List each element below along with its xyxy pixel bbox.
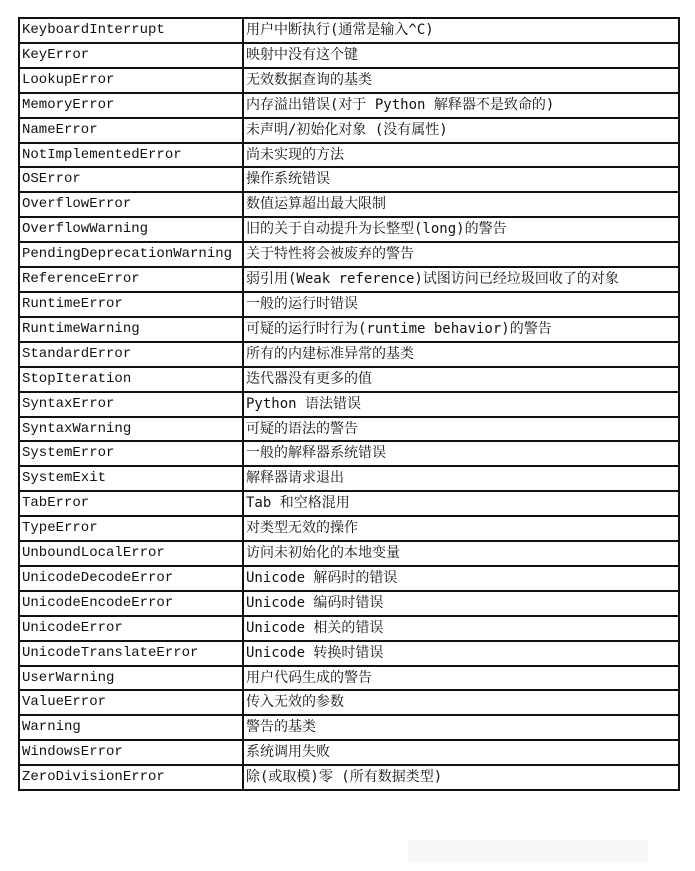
exception-name: ZeroDivisionError bbox=[19, 765, 243, 790]
exception-description: 弱引用(Weak reference)试图访问已经垃圾回收了的对象 bbox=[243, 267, 679, 292]
exception-description: 解释器请求退出 bbox=[243, 466, 679, 491]
table-row bbox=[19, 93, 679, 118]
exception-description: 映射中没有这个键 bbox=[243, 43, 679, 68]
exception-description: 用户代码生成的警告 bbox=[243, 666, 679, 691]
exception-description: 所有的内建标准异常的基类 bbox=[243, 342, 679, 367]
exception-name: TabError bbox=[19, 491, 243, 516]
exception-description: Tab 和空格混用 bbox=[243, 491, 679, 516]
exception-name: NotImplementedError bbox=[19, 143, 243, 168]
table-row bbox=[19, 317, 679, 342]
exception-name: StopIteration bbox=[19, 367, 243, 392]
table-row bbox=[19, 541, 679, 566]
table-row bbox=[19, 192, 679, 217]
exception-table bbox=[18, 17, 680, 791]
exception-description: 访问未初始化的本地变量 bbox=[243, 541, 679, 566]
exception-description: 操作系统错误 bbox=[243, 167, 679, 192]
exception-description: 旧的关于自动提升为长整型(long)的警告 bbox=[243, 217, 679, 242]
table-row bbox=[19, 466, 679, 491]
exception-name: KeyError bbox=[19, 43, 243, 68]
exception-name: SyntaxWarning bbox=[19, 417, 243, 442]
table-row bbox=[19, 616, 679, 641]
exception-name: TypeError bbox=[19, 516, 243, 541]
exception-table-container bbox=[18, 17, 680, 791]
exception-description: 一般的解释器系统错误 bbox=[243, 441, 679, 466]
exception-description: Unicode 解码时的错误 bbox=[243, 566, 679, 591]
table-row bbox=[19, 591, 679, 616]
exception-description: 可疑的运行时行为(runtime behavior)的警告 bbox=[243, 317, 679, 342]
exception-name: ValueError bbox=[19, 690, 243, 715]
exception-description: 未声明/初始化对象 (没有属性) bbox=[243, 118, 679, 143]
exception-description: 系统调用失败 bbox=[243, 740, 679, 765]
table-row bbox=[19, 715, 679, 740]
table-row bbox=[19, 342, 679, 367]
exception-name: LookupError bbox=[19, 68, 243, 93]
watermark-overlay bbox=[408, 840, 648, 862]
exception-name: RuntimeError bbox=[19, 292, 243, 317]
exception-description: 警告的基类 bbox=[243, 715, 679, 740]
exception-name: StandardError bbox=[19, 342, 243, 367]
table-row bbox=[19, 690, 679, 715]
exception-description: 内存溢出错误(对于 Python 解释器不是致命的) bbox=[243, 93, 679, 118]
table-row bbox=[19, 217, 679, 242]
exception-description: 除(或取模)零 (所有数据类型) bbox=[243, 765, 679, 790]
exception-description: 可疑的语法的警告 bbox=[243, 417, 679, 442]
exception-name: WindowsError bbox=[19, 740, 243, 765]
exception-name: OverflowWarning bbox=[19, 217, 243, 242]
exception-name: OSError bbox=[19, 167, 243, 192]
exception-description: 关于特性将会被废弃的警告 bbox=[243, 242, 679, 267]
exception-name: PendingDeprecationWarning bbox=[19, 242, 243, 267]
exception-name: SystemExit bbox=[19, 466, 243, 491]
table-row bbox=[19, 118, 679, 143]
exception-name: UnicodeDecodeError bbox=[19, 566, 243, 591]
exception-description: 迭代器没有更多的值 bbox=[243, 367, 679, 392]
exception-description: 传入无效的参数 bbox=[243, 690, 679, 715]
table-row bbox=[19, 392, 679, 417]
table-row bbox=[19, 242, 679, 267]
table-row bbox=[19, 43, 679, 68]
exception-name: UserWarning bbox=[19, 666, 243, 691]
table-row bbox=[19, 143, 679, 168]
exception-name: NameError bbox=[19, 118, 243, 143]
exception-description: 一般的运行时错误 bbox=[243, 292, 679, 317]
exception-name: SystemError bbox=[19, 441, 243, 466]
exception-name: Warning bbox=[19, 715, 243, 740]
exception-name: UnboundLocalError bbox=[19, 541, 243, 566]
table-row bbox=[19, 417, 679, 442]
table-row bbox=[19, 267, 679, 292]
table-row bbox=[19, 666, 679, 691]
exception-description: 尚未实现的方法 bbox=[243, 143, 679, 168]
exception-name: ReferenceError bbox=[19, 267, 243, 292]
table-row bbox=[19, 566, 679, 591]
exception-name: UnicodeEncodeError bbox=[19, 591, 243, 616]
exception-table-body bbox=[19, 18, 679, 790]
table-row bbox=[19, 167, 679, 192]
table-row bbox=[19, 740, 679, 765]
table-row bbox=[19, 491, 679, 516]
table-row bbox=[19, 18, 679, 43]
exception-description: Unicode 转换时错误 bbox=[243, 641, 679, 666]
table-row bbox=[19, 765, 679, 790]
exception-description: Python 语法错误 bbox=[243, 392, 679, 417]
table-row bbox=[19, 68, 679, 93]
exception-name: UnicodeError bbox=[19, 616, 243, 641]
table-row bbox=[19, 441, 679, 466]
table-row bbox=[19, 367, 679, 392]
table-row bbox=[19, 641, 679, 666]
exception-name: SyntaxError bbox=[19, 392, 243, 417]
exception-description: 用户中断执行(通常是输入^C) bbox=[243, 18, 679, 43]
exception-name: OverflowError bbox=[19, 192, 243, 217]
exception-description: 对类型无效的操作 bbox=[243, 516, 679, 541]
exception-name: KeyboardInterrupt bbox=[19, 18, 243, 43]
exception-name: RuntimeWarning bbox=[19, 317, 243, 342]
table-row bbox=[19, 516, 679, 541]
exception-description: 数值运算超出最大限制 bbox=[243, 192, 679, 217]
exception-description: Unicode 相关的错误 bbox=[243, 616, 679, 641]
table-row bbox=[19, 292, 679, 317]
exception-description: 无效数据查询的基类 bbox=[243, 68, 679, 93]
exception-name: MemoryError bbox=[19, 93, 243, 118]
exception-name: UnicodeTranslateError bbox=[19, 641, 243, 666]
exception-description: Unicode 编码时错误 bbox=[243, 591, 679, 616]
